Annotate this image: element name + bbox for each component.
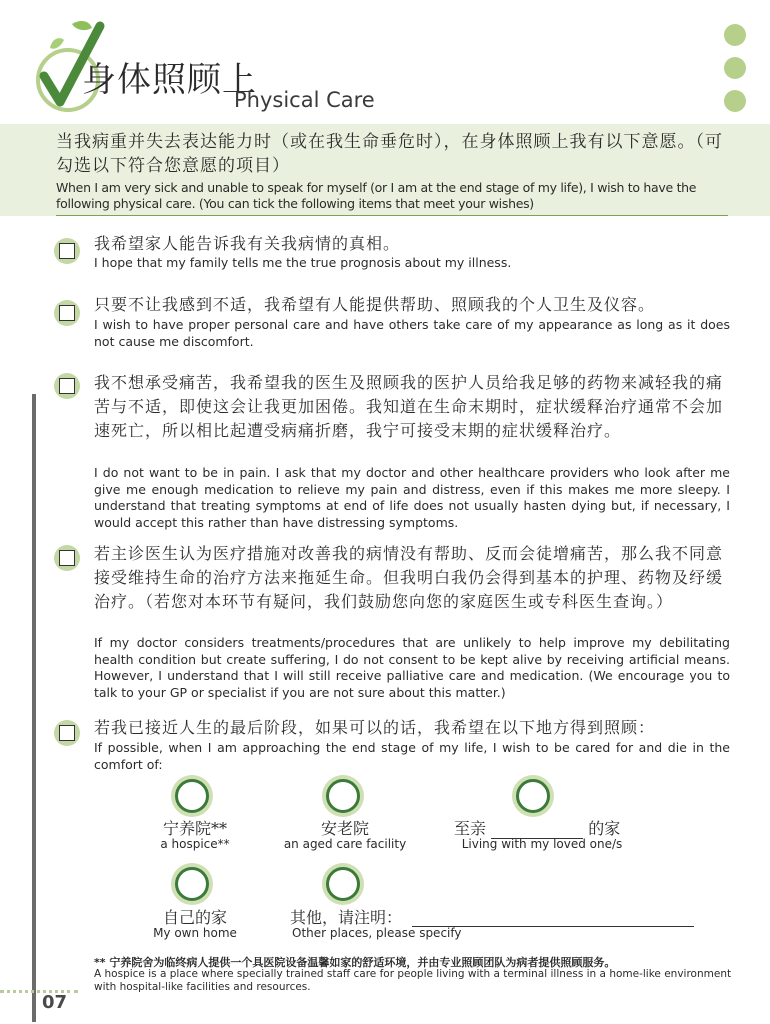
- checkbox-true-prognosis[interactable]: [54, 238, 80, 264]
- footnote-en: A hospice is a place where specially trained staff care for people living with a terminal illness in a home-like environment with hospital-like facilities and resources.: [94, 968, 732, 993]
- margin-bar: [32, 394, 36, 1022]
- item-4-en: If my doctor considers treatments/procedures that are unlikely to help improve my debilitating health condition but create suffering, I do not consent to be kept alive by receiving artificial means. However, I understand that I will still receive palliative care and medication. (We encourage you to talk to your GP or specialist if you are not sure about this matter.): [94, 635, 730, 700]
- item-1-en: I hope that my family tells me the true prognosis about my illness.: [94, 255, 512, 270]
- place-hospice-en: a hospice**: [160, 837, 230, 851]
- place-hospice-zh: 宁养院**: [162, 819, 227, 838]
- decor-dot: [724, 90, 746, 112]
- page-title-en: Physical Care: [234, 88, 375, 112]
- item-4-zh: 若主诊医生认为医疗措施对改善我的病情没有帮助、反而会徒增痛苦，那么我不同意接受维持生命的治疗方法来拖延生命。但我明白我仍会得到基本的护理、药物及纾缓治疗。（若您对本环节有疑问，我们鼓励您向您的家庭医生或专科医生查询。）: [94, 544, 724, 611]
- intro-text-zh: 当我病重并失去表达能力时（或在我生命垂危时），在身体照顾上我有以下意愿。（可勾选以下符合您意愿的项目）: [56, 132, 723, 176]
- checkbox-place-of-care[interactable]: [54, 720, 80, 746]
- place-aged-care-en: an aged care facility: [283, 837, 407, 851]
- page-number: 07: [42, 992, 68, 1013]
- item-5-en: If possible, when I am approaching the end stage of my life, I wish to be cared for and die in the comfort of:: [94, 740, 730, 772]
- decor-dot: [724, 24, 746, 46]
- divider: [56, 215, 728, 216]
- page-title-zh: 身体照顾上: [82, 60, 257, 100]
- place-loved-ones-en: Living with my loved one/s: [461, 837, 623, 851]
- radio-own-home[interactable]: [175, 867, 209, 901]
- item-3-zh: 我不想承受痛苦，我希望我的医生及照顾我的医护人员给我足够的药物来减轻我的痛苦与不适，即使这会让我更加困倦。我知道在生命末期时，症状缓释治疗通常不会加速死亡，所以相比起遭受病痛折磨，我宁可接受末期的症状缓释治疗。: [94, 373, 724, 440]
- place-other-en: Other places, please specify: [292, 926, 462, 940]
- radio-aged-care[interactable]: [326, 779, 360, 813]
- radio-hospice[interactable]: [175, 779, 209, 813]
- item-5-zh: 若我已接近人生的最后阶段，如果可以的话，我希望在以下地方得到照顾：: [94, 718, 656, 737]
- intro-text-en: When I am very sick and unable to speak for myself (or I am at the end stage of my life), I wish to have the following physical care. (You can tick the following items that meet your wishes): [56, 180, 697, 211]
- place-other-zh: 其他，请注明：: [290, 908, 403, 927]
- place-loved-ones-zh: 至亲 的家: [454, 819, 621, 838]
- footnote-zh: ** 宁养院舍为临终病人提供一个具医院设备温馨如家的舒适环境，并由专业照顾团队为病者提供照顾服务。: [94, 956, 616, 969]
- checkbox-personal-care[interactable]: [54, 300, 80, 326]
- place-own-home-zh: 自己的家: [162, 908, 227, 927]
- item-1-zh: 我希望家人能告诉我有关我病情的真相。: [94, 234, 401, 253]
- radio-loved-ones[interactable]: [516, 779, 550, 813]
- item-2-zh: 只要不让我感到不适，我希望有人能提供帮助、照顾我的个人卫生及仪容。: [94, 295, 656, 314]
- item-3-en: I do not want to be in pain. I ask that my doctor and other healthcare providers who look after me give me enough medication to relieve my pain and distress, even if this makes me more sleepy. I understand that treating symptoms at end of life does not usually hasten dying but, if necessary, I would accept this rather than have distressing symptoms.: [94, 465, 730, 530]
- place-aged-care-zh: 安老院: [320, 819, 369, 838]
- checkbox-pain-relief[interactable]: [54, 373, 80, 399]
- radio-other-places[interactable]: [326, 867, 360, 901]
- checkbox-refuse-life-support[interactable]: [54, 545, 80, 571]
- decor-dot: [724, 57, 746, 79]
- place-own-home-en: My own home: [153, 926, 237, 940]
- item-2-en: I wish to have proper personal care and have others take care of my appearance as long as it does not cause me discomfort.: [94, 317, 730, 349]
